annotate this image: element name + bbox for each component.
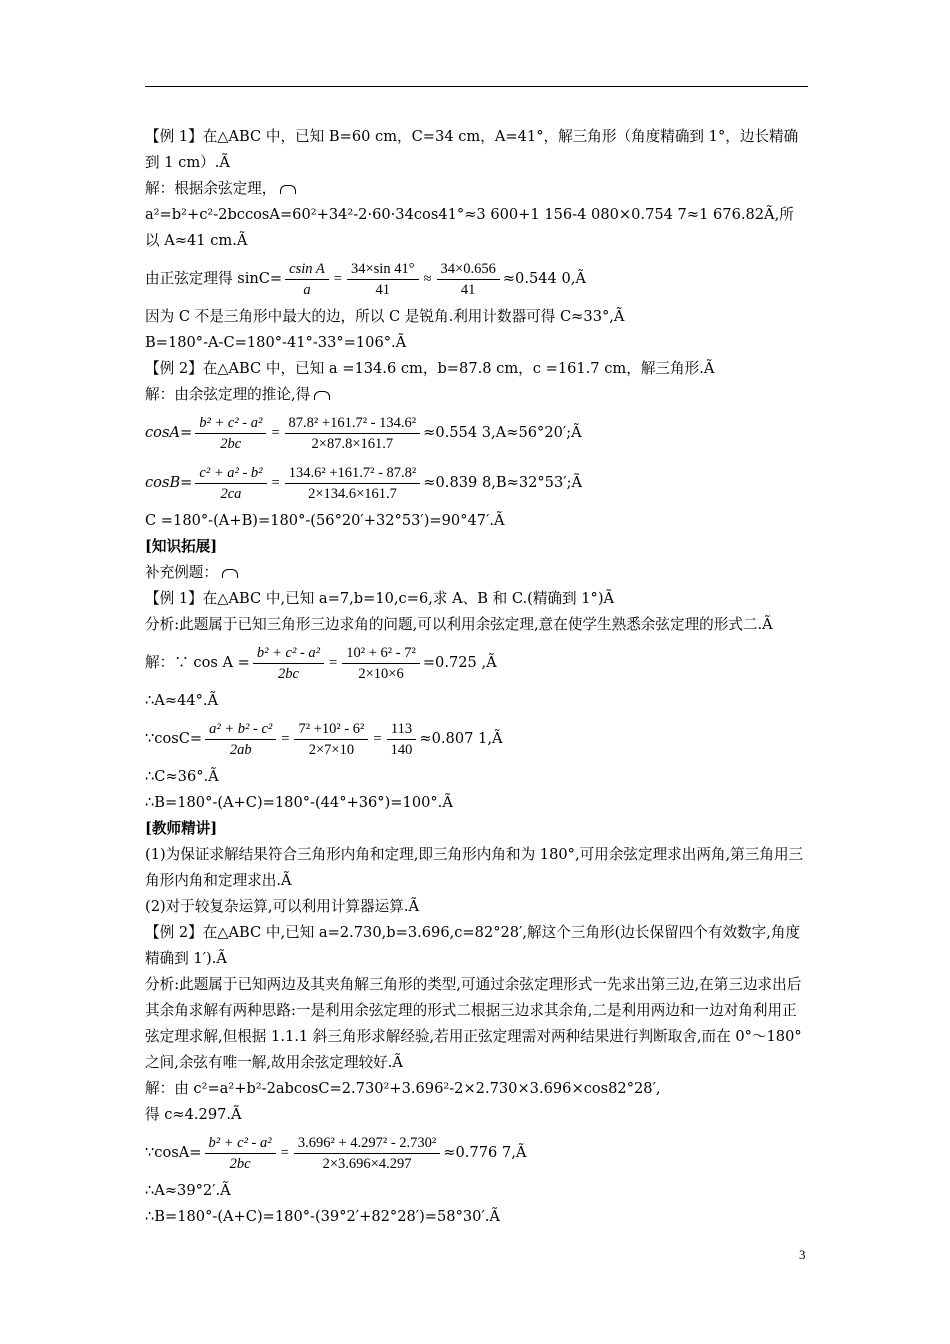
cosA-solution: 解：∵ cos A = $\frac{\text{b² + c² - a²}}{2bc}$ = $\frac{\text{10² + 6² - 7²}}{2\times 10\times 6}$ =0.725 ,Ã [145,644,497,682]
fraction: $\frac{\text{87.8² +161.7² - 134.6²}}{2\times 87.8\times 161.7}$ [285,413,421,454]
fraction: $\frac{34\times 0.656}{41}$ [437,259,500,300]
document-body [145,124,810,1230]
text-line: ∴A≈44°.Ã [145,692,219,709]
law-of-cosines-calc: a²=b²+c²-2bccosA=60²+34²-2·60·34cos41°≈3 600+1 156-4 080×0.754 7≈1 676.82Ã,所 以 A≈41 cm.Ã [145,206,794,249]
fraction: $\frac{\text{b² + c² - a²}}{2bc}$ [195,413,266,454]
fraction: $\frac{113}{140}$ [387,719,417,760]
cosA-equation: cosA= $\frac{\text{b² + c² - a²}}{2bc}$ = $\frac{\text{87.8² +161.7² - 134.6²}}{2\times 87.8\times 161.7}$ ≈0.554 3,A≈56°20′;Ã [145,414,582,452]
solution-2b-intro: 解：由 c²=a²+b²-2abcosC=2.730²+3.696²-2×2.730×3.696×cos82°28′, [145,1080,661,1097]
fraction: $\frac{\text{134.6² +161.7² - 87.8²}}{2\times 134.6\times 161.7}$ [285,463,421,504]
text-line: 因为 C 不是三角形中最大的边，所以 C 是锐角.利用计数器可得 C≈33°,Ã [145,308,625,325]
arc-mark-icon [314,391,330,400]
analysis-2: 分析:此题属于已知两边及其夹角解三角形的类型,可通过余弦定理形式一先求出第三边,在第三边求出后其余角求解有两种思路:一是利用余弦定理的形式二根据三边求其余角,二是利用两边和一边对角利用正弦定理求解,但根据 1.1.1 斜三角形求解经验,若用正弦定理需对两种结果进行判断取舍,而在 0°～180°之间,余弦有唯一解,故用余弦定理较好.Ã [145,976,802,1071]
solution-2-intro: 解：由余弦定理的推论,得 [145,382,810,408]
cosC-solution: ∵cosC= $\frac{\text{a² + b² - c²}}{2ab}$ = $\frac{\text{7² +10² - 6²}}{2\times 7\times 10}$ = $\frac{113}{140}$ ≈0.807 1,Ã [145,720,503,758]
sine-law-equation: 由正弦定理得 sinC= $\frac{\text{csin A}}{a}$ = $\frac{34\times\sin 41^\circ}{41}$ ≈ $\frac{34\times 0.656}{41}$ ≈0.544 0,Ã [145,260,586,298]
page-number: 3 [799,1247,806,1262]
text-line: ∴C≈36°.Ã [145,768,219,785]
fraction: $\frac{\text{10² + 6² - 7²}}{2\times 10\times 6}$ [342,643,420,684]
example-2b-statement: 【例 2】在△ABC 中,已知 a=2.730,b=3.696,c=82°28′,解这个三角形(边长保留四个有效数字,角度精确到 1′).Ã [145,924,801,967]
header-rule [145,86,808,87]
teacher-note-2: (2)对于较复杂运算,可以利用计算器运算.Ã [145,898,419,915]
text-line: ∴A≈39°2′.Ã [145,1182,231,1199]
text-line: ∴B=180°-(A+C)=180°-(44°+36°)=100°.Ã [145,794,453,811]
example-2-statement: 【例 2】在△ABC 中，已知 a =134.6 cm，b=87.8 cm，c =161.7 cm，解三角形.Ã [145,360,715,377]
analysis-1: 分析:此题属于已知三角形三边求角的问题,可以利用余弦定理,意在使学生熟悉余弦定理的形式二.Ã [145,616,773,633]
text-line: C =180°-(A+B)=180°-(56°20′+32°53′)=90°47′.Ã [145,512,505,529]
teacher-note-1: (1)为保证求解结果符合三角形内角和定理,即三角形内角和为 180°,可用余弦定理求出两角,第三角用三角形内角和定理求出.Ã [145,846,804,889]
fraction: $\frac{\text{3.696² + 4.297² - 2.730²}}{2\times 3.696\times 4.297}$ [294,1133,440,1174]
fraction: $\frac{\text{csin A}}{a}$ [285,259,329,300]
text-line: 得 c≈4.297.Ã [145,1106,242,1123]
supplement-intro: 补充例题： [145,560,810,586]
text-line: ∴B=180°-(A+C)=180°-(39°2′+82°28′)=58°30′.Ã [145,1208,500,1225]
fraction: $\frac{\text{a² + b² - c²}}{2ab}$ [205,719,276,760]
fraction: $\frac{\text{7² +10² - 6²}}{2\times 7\times 10}$ [294,719,368,760]
section-heading: [教师精讲] [145,820,218,837]
arc-mark-icon [222,569,238,578]
fraction: $\frac{\text{c² + a² - b²}}{2ca}$ [195,463,266,504]
fraction: $\frac{\text{b² + c² - a²}}{2bc}$ [205,1133,276,1174]
example-1-statement: 【例 1】在△ABC 中，已知 B=60 cm，C=34 cm，A=41°，解三角形（角度精确到 1°，边长精确到 1 cm）.Ã [145,128,799,171]
fraction: $\frac{\text{b² + c² - a²}}{2bc}$ [253,643,324,684]
solution-1-intro: 解：根据余弦定理， [145,176,810,202]
arc-mark-icon [280,185,296,194]
fraction: $\frac{34\times\sin 41^\circ}{41}$ [347,259,419,300]
section-heading: [知识拓展] [145,538,218,555]
cosA-solution-2: ∵cosA= $\frac{\text{b² + c² - a²}}{2bc}$ = $\frac{\text{3.696² + 4.297² - 2.730²}}{2\times 3.696\times 4.297}$ ≈0.776 7,Ã [145,1134,527,1172]
example-1b-statement: 【例 1】在△ABC 中,已知 a=7,b=10,c=6,求 A、B 和 C.(精确到 1°)Ã [145,590,615,607]
cosB-equation: cosB= $\frac{\text{c² + a² - b²}}{2ca}$ = $\frac{\text{134.6² +161.7² - 87.8²}}{2\times 134.6\times 161.7}$ ≈0.839 8,B≈32°53′;Ã [145,464,583,502]
text-line: B=180°-A-C=180°-41°-33°=106°.Ã [145,334,407,351]
